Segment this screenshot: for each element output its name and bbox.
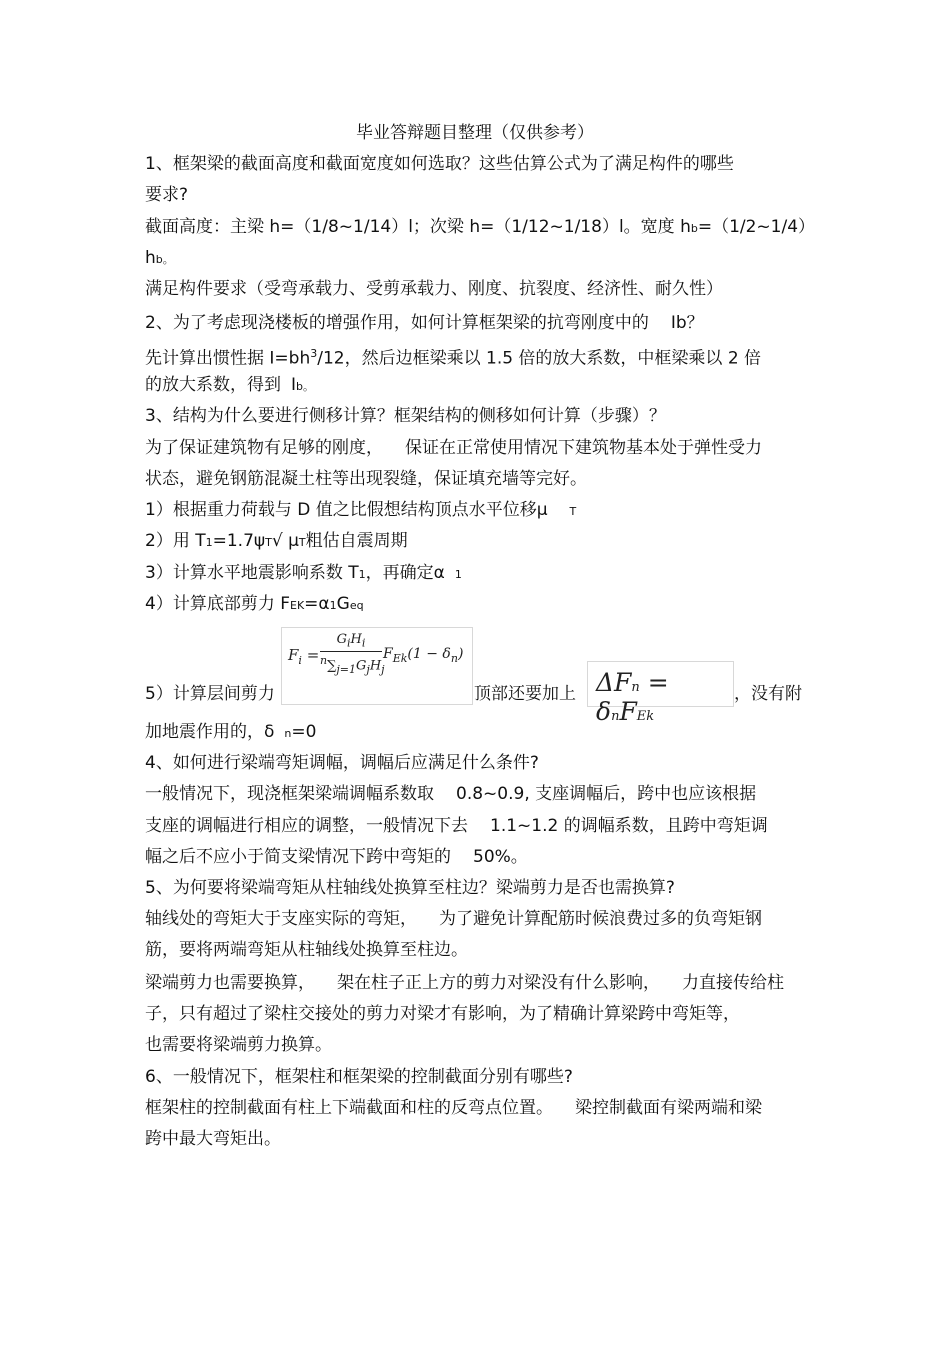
step-3 [145,562,462,586]
text: =1.7ψ [212,531,266,551]
answer-2-line [145,374,314,398]
answer-2-line [145,343,761,370]
step-5-mid: 顶部还要加上 [474,684,576,704]
text: =α [304,594,330,614]
question-3: 3、结构为什么要进行侧移计算？框架结构的侧移如何计算（步骤）？ [145,406,666,426]
question-1-cont: 要求? [145,185,189,205]
subscript: 1 [329,599,337,612]
answer-1-line [145,247,174,271]
text: Ib？ [670,313,704,333]
subscript: b。 [155,253,174,266]
question-6: 6、一般情况下，框架柱和框架梁的控制截面分别有哪些? [145,1067,573,1087]
answer-4-line [145,815,768,837]
answer-5-line [145,972,784,994]
step-4 [145,593,364,617]
text: G [336,594,350,614]
text: 50%。 [473,847,528,867]
text: ，再确定α [365,563,445,583]
answer-3-line [145,437,762,459]
answer-4-line [145,783,756,805]
answer-5-line [145,908,762,930]
step-1 [145,499,576,523]
subscript: T [298,536,306,549]
text: 加地震作用的，δ [145,722,275,742]
step-5-cont [145,721,316,745]
text: 1）根据重力荷载与 D 值之比假想结构顶点水平位移μ [145,500,548,520]
text: 3）计算水平地震影响系数 T [145,563,359,583]
answer-5-line: 也需要将梁端剪力换算。 [145,1035,332,1055]
text: 力直接传给柱 [682,973,784,993]
text: I [291,375,297,395]
text: 幅之后不应小于简支梁情况下跨中弯矩的 [145,847,451,867]
text: 支座的调幅进行相应的调整，一般情况下去 [145,816,468,836]
text: 0.8~0.9, 支座调幅后，跨中也应该根据 [456,784,757,804]
subscript: 1 [454,568,462,581]
text: /12，然后边框梁乘以 1.5 倍的放大系数，中框梁乘以 2 倍 [317,348,762,369]
answer-1-line: 满足构件要求（受弯承载力、受剪承载力、刚度、抗裂度、经济性、耐久性） [145,279,723,299]
subscript: eq [349,599,364,612]
text: √ μ [271,531,299,551]
answer-6-line: 跨中最大弯矩出。 [145,1129,281,1149]
text: 2）用 T [145,531,206,551]
question-2 [145,312,704,334]
step-5-label: 5）计算层间剪力 [145,684,275,704]
text: =（1/2~1/4） [697,217,816,237]
subscript: EK [290,599,305,612]
subscript: n [284,727,292,740]
formula-expression: ΔFn = δnFEk [596,668,669,726]
formula-rhs: $F_{Ek}(1 - \delta_n)$ [383,646,464,665]
question-1: 1、框架梁的截面高度和截面宽度如何选取？这些估算公式为了满足构件的哪些 [145,154,734,174]
formula-lhs: $F_i$ = [288,646,320,667]
subscript: 1 [205,536,213,549]
formula-numerator: $G_iH_i$ [320,632,382,652]
text: =0 [291,722,317,742]
subscript: T [265,536,272,549]
answer-4-line [145,846,528,868]
story-shear-formula [281,627,473,705]
text: 轴线处的弯矩大于支座实际的弯矩， [145,909,417,929]
text: 为了避免计算配筋时候浪费过多的负弯矩钢 [439,909,762,929]
text: 一般情况下，现浇框架梁端调幅系数取 [145,784,434,804]
text: 的放大系数，得到 [145,375,281,395]
answer-1-line [145,216,815,240]
text: 4）计算底部剪力 F [145,594,290,614]
text: 梁控制截面有梁两端和梁 [575,1098,762,1118]
text: 保证在正常使用情况下建筑物基本处于弹性受力 [405,438,762,458]
question-5: 5、为何要将梁端弯矩从柱轴线处换算至柱边？梁端剪力是否也需换算? [145,878,675,898]
step-2 [145,530,408,554]
answer-6-line [145,1097,762,1119]
top-additional-force-formula [587,661,734,726]
answer-5-line: 子，只有超过了梁柱交接处的剪力对梁才有影响，为了精确计算梁跨中弯矩等， [145,1004,740,1024]
answer-5-line: 筋，要将两端弯矩从柱轴线处换算至柱边。 [145,940,468,960]
text: 粗估自震周期 [305,531,408,551]
answer-3-line: 状态，避免钢筋混凝土柱等出现裂缝，保证填充墙等完好。 [145,469,587,489]
superscript: 3 [310,347,318,360]
step-5-tail: ，没有附 [734,684,802,704]
formula-denominator: $^n\sum_{j=1}G_jH_j$ [320,653,385,676]
text: 1.1~1.2 的调幅系数，且跨中弯矩调 [490,816,768,836]
page-title: 毕业答辩题目整理（仅供参考） [356,123,594,143]
text: 先计算出惯性据 I=bh [145,348,311,369]
subscript: 1 [358,568,366,581]
subscript: b [690,222,698,235]
text: 2、为了考虑现浇楼板的增强作用，如何计算框架梁的抗弯刚度中的 [145,313,649,333]
text: 框架柱的控制截面有柱上下端截面和柱的反弯点位置。 [145,1098,553,1118]
subscript: b。 [296,380,314,393]
text: h [145,248,156,268]
text: 架在柱子正上方的剪力对梁没有什么影响， [337,973,660,993]
text: 为了保证建筑物有足够的刚度， [145,438,383,458]
text: 梁端剪力也需要换算， [145,973,315,993]
subscript: T [569,505,577,518]
formula-fraction [320,632,385,676]
question-4: 4、如何进行梁端弯矩调幅，调幅后应满足什么条件? [145,753,539,773]
text: 截面高度：主梁 h=（1/8~1/14）l；次梁 h=（1/12~1/18）l。宽度 h [145,217,691,237]
